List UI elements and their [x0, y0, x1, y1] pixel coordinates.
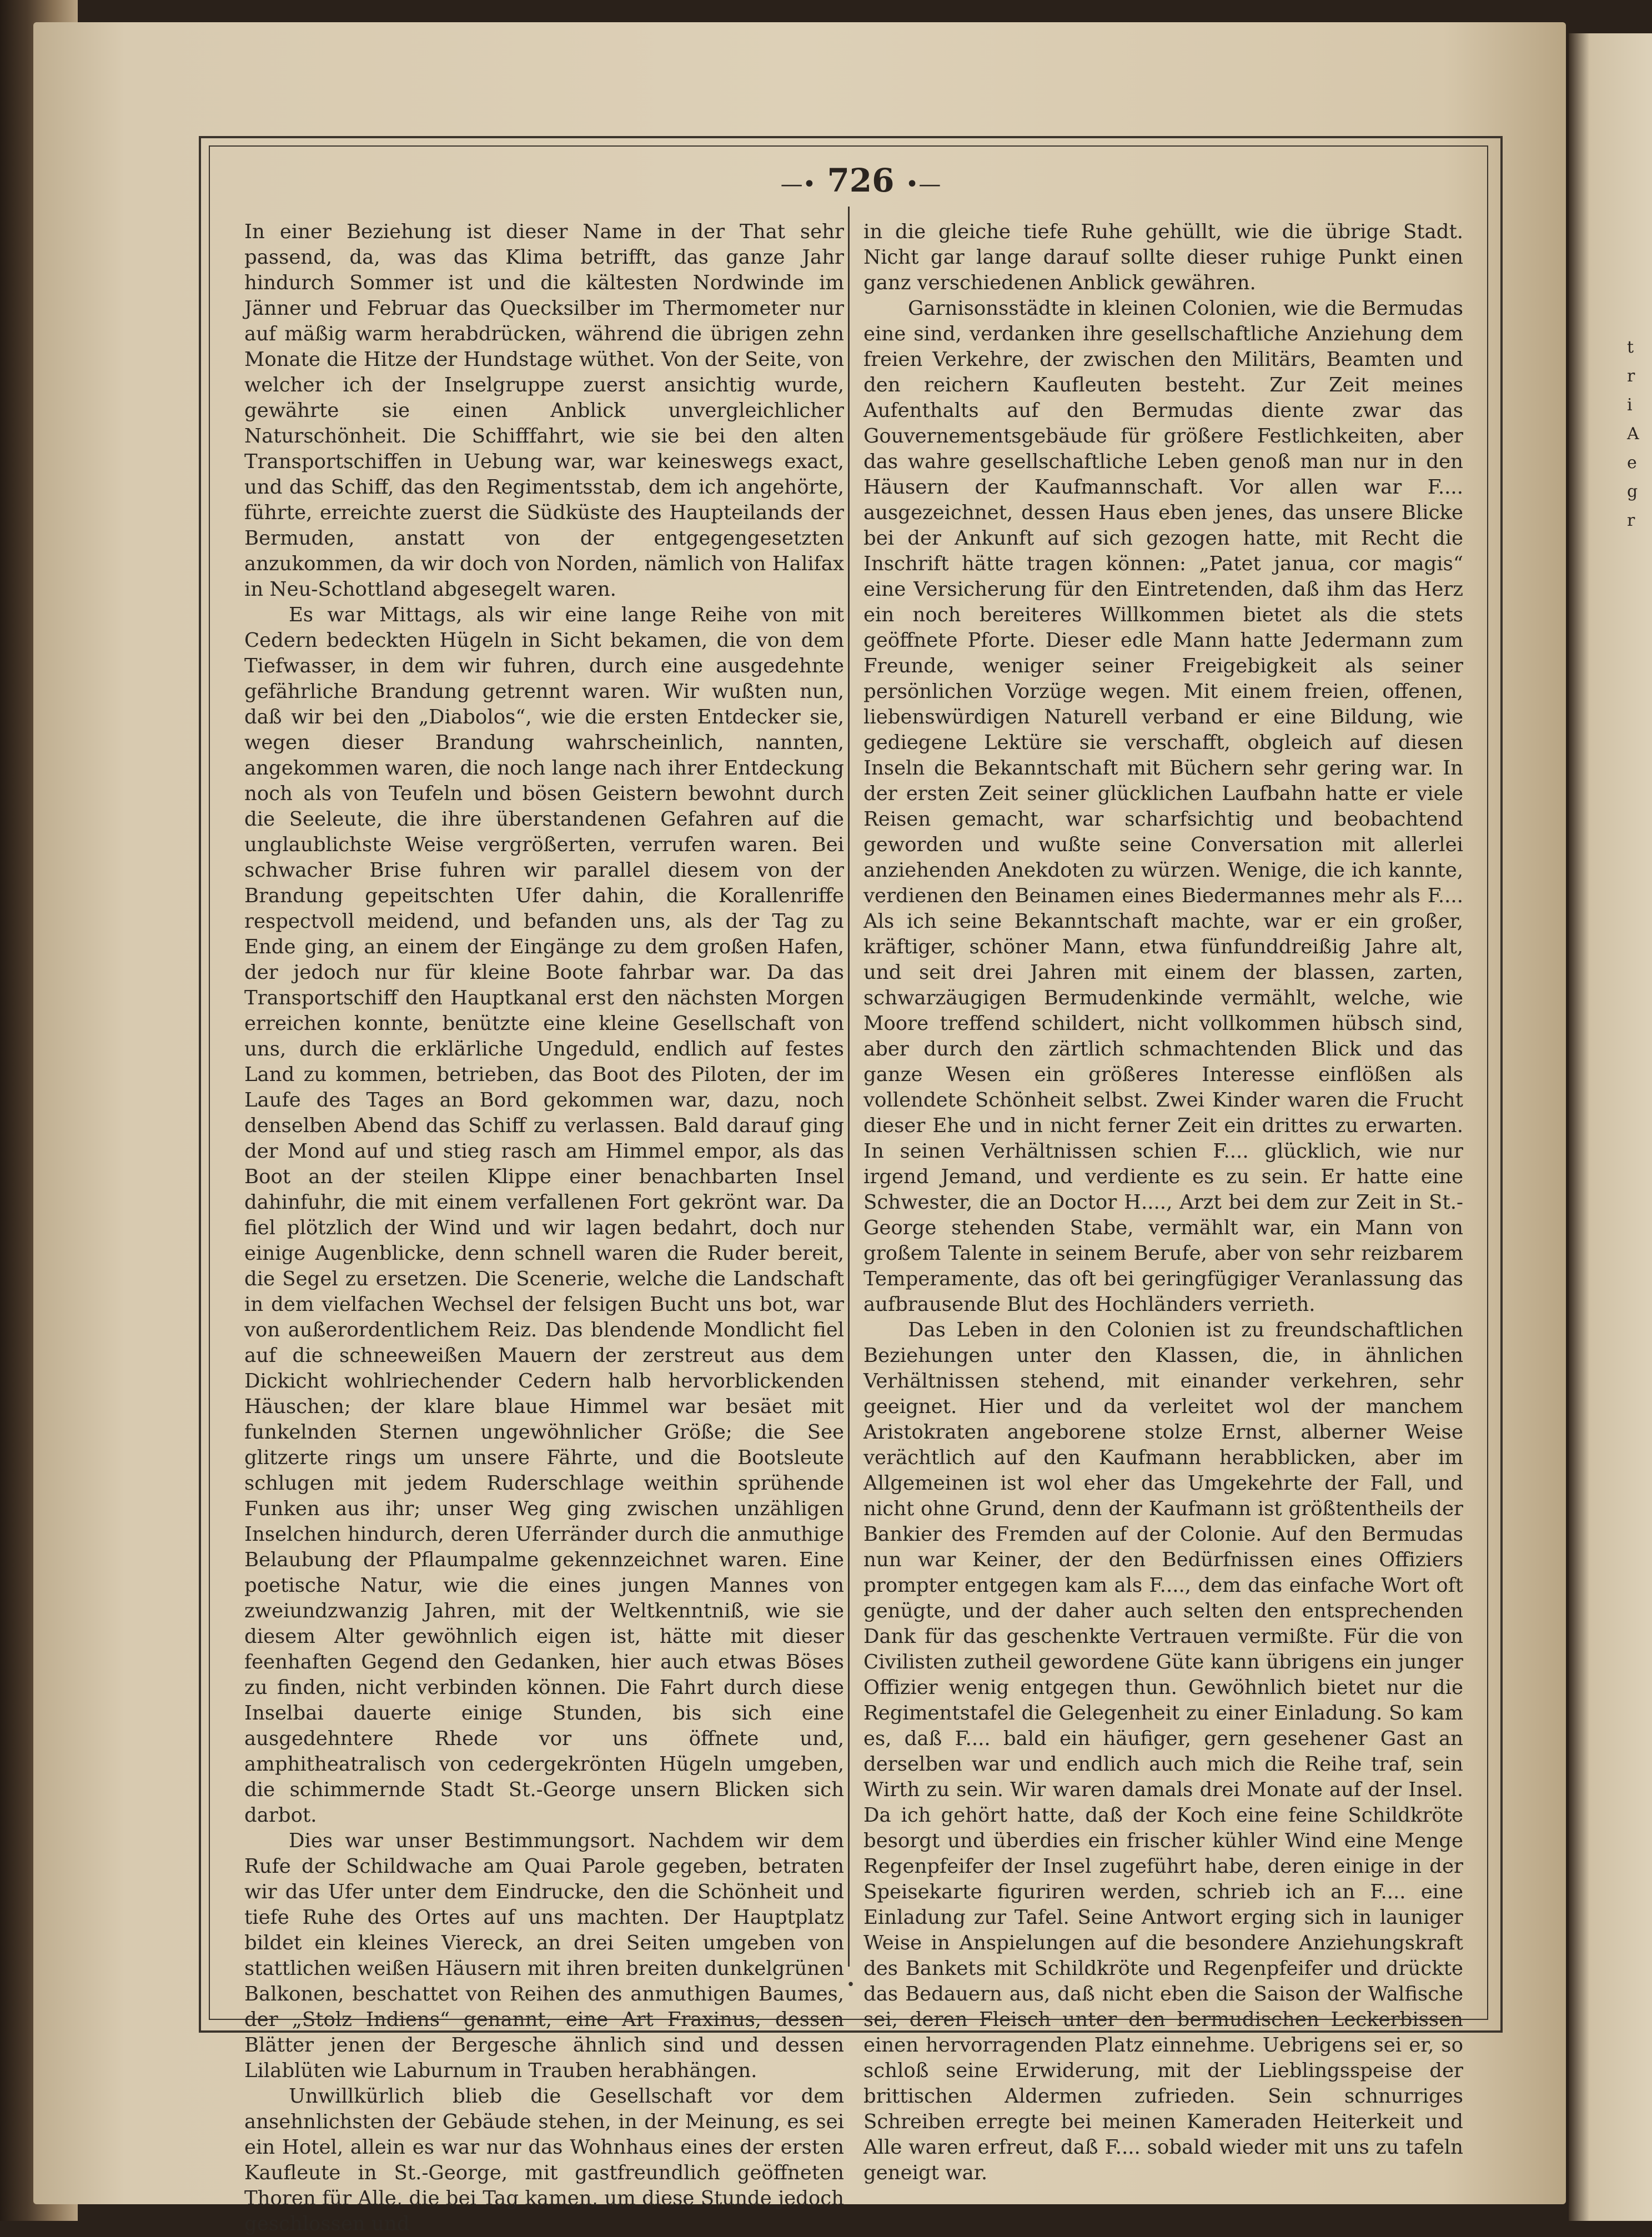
paragraph: In einer Beziehung ist dieser Name in der That sehr passend, da, was das Klima betrifft, das ganze Jahr hindurch Sommer ist und die kältesten Nordwinde im Jänner und Februar das Quecksilber im Thermometer nur auf mäßig warm herabdrücken, während die übrigen zehn Monate die Hitze der Hundstage wüthet. Von der Seite, von welcher ich der Inselgruppe zuerst ansichtig wurde, gewährte sie einen Anblick unvergleichlicher Naturschönheit. Die Schifffahrt, wie sie bei den alten Transportschiffen in Uebung war, war keineswegs exact, und das Schiff, das den Regimentsstab, dem ich angehörte, führte, erreichte zuerst die Südküste des Haupteilands der Bermuden, anstatt von der entgegengesetzten anzukommen, da wir doch von Norden, nämlich von Halifax in Neu-Schottland abgesegelt waren.	[244, 220, 844, 601]
right-column	[863, 219, 1463, 2184]
margin-letter: i	[1627, 395, 1633, 415]
margin-letter: A	[1627, 424, 1639, 444]
page-header	[722, 158, 1000, 203]
margin-letter: e	[1627, 453, 1637, 472]
margin-letter: r	[1627, 366, 1635, 386]
paragraph: in die gleiche tiefe Ruhe gehüllt, wie die übrige Stadt. Nicht gar lange darauf sollte dieser ruhige Punkt einen ganz verschiedenen Anblick gewähren.	[863, 220, 1463, 294]
margin-letter: r	[1627, 511, 1635, 530]
margin-letter: t	[1627, 338, 1634, 357]
left-column	[244, 219, 844, 2235]
next-page-fragment	[1627, 333, 1649, 535]
header-ornament-left: —•	[780, 172, 816, 197]
paragraph: Es war Mittags, als wir eine lange Reihe von mit Cedern bedeckten Hügeln in Sicht bekamen, die von dem Tiefwasser, in dem wir fuhren, durch eine ausgedehnte gefährliche Brandung getrennt waren. Wir wußten nun, daß wir bei den „Diabolos“, wie die ersten Entdecker sie, wegen dieser Brandung wahrscheinlich, nannten, angekommen waren, die noch lange nach ihrer Entdeckung noch als von Teufeln und bösen Geistern bewohnt durch die Seeleute, die ihre überstandenen Gefahren auf die unglaublichste Weise vergrößerten, verrufen waren. Bei schwacher Brise fuhren wir parallel diesem von der Brandung gepeitschten Ufer dahin, die Korallenriffe respectvoll meidend, und befanden uns, als der Tag zu Ende ging, an einem der Eingänge zu dem großen Hafen, der jedoch nur für kleine Boote fahrbar war. Da das Transportschiff den Hauptkanal erst den nächsten Morgen erreichen konnte, benützte eine kleine Gesellschaft von uns, durch die erklärliche Ungeduld, endlich auf festes Land zu kommen, betrieben, das Boot des Piloten, der im Laufe des Tages an Bord gekommen war, dazu, noch denselben Abend das Schiff zu verlassen. Bald darauf ging der Mond auf und stieg rasch am Himmel empor, als das Boot an der steilen Klippe einer benachbarten Insel dahinfuhr, die mit einem verfallenen Fort gekrönt war. Da fiel plötzlich der Wind und wir lagen bedahrt, doch nur einige Augenblicke, denn schnell waren die Ruder bereit, die Segel zu ersetzen. Die Scenerie, welche die Landschaft in dem vielfachen Wechsel der felsigen Bucht uns bot, war von außerordentlichem Reiz. Das blendende Mondlicht fiel auf die schneeweißen Mauern der zerstreut aus dem Dickicht wohlriechender Cedern halb hervorblickenden Häuschen; der klare blaue Himmel war besäet mit funkelnden Sternen ungewöhnlicher Größe; die See glitzerte rings um unsere Fährte, und die Bootsleute schlugen mit jedem Ruderschlage weithin sprühende Funken aus ihr; unser Weg ging zwischen unzähligen Inselchen hindurch, deren Uferränder durch die anmuthige Belaubung der Pflaumpalme gekennzeichnet waren. Eine poetische Natur, wie die eines jungen Mannes von zweiundzwanzig Jahren, mit der Weltkenntniß, wie sie diesem Alter gewöhnlich eigen ist, hätte mit dieser feenhaften Gegend den Gedanken, hier auch etwas Böses zu finden, nicht verbinden können. Die Fahrt durch diese Inselbai dauerte einige Stunden, bis sich eine ausgedehntere Rhede vor uns öffnete und, amphitheatralisch von cedergekrönten Hügeln umgeben, die schimmernde Stadt St.-George unsern Blicken sich darbot.	[244, 604, 844, 1827]
header-ornament-right: •—	[905, 172, 941, 197]
paragraph: Dies war unser Bestimmungsort. Nachdem wir dem Rufe der Schildwache am Quai Parole gegeben, betraten wir das Ufer unter dem Eindrucke, den die Schönheit und tiefe Ruhe des Ortes auf uns machten. Der Hauptplatz bildet ein kleines Viereck, an drei Seiten umgeben von stattlichen weißen Häusern mit ihren breiten dunkelgrünen Balkonen, beschattet von Reihen des anmuthigen Baumes, der „Stolz Indiens“ genannt, eine Art Fraxinus, dessen Blätter jenen der Bergesche ähnlich sind und dessen Lilablüten wie Laburnum in Trauben herabhängen.	[244, 1829, 844, 2082]
column-divider	[848, 207, 850, 1967]
bottom-ornament: •	[846, 1977, 855, 1993]
paragraph: Unwillkürlich blieb die Gesellschaft vor dem ansehnlichsten der Gebäude stehen, in der Meinung, es sei ein Hotel, allein es war nur das Wohnhaus eines der ersten Kaufleute in St.-George, mit gastfreundlich geöffneten Thoren für Alle, die bei Tag kamen, um diese Stunde jedoch geschlossen und	[244, 2085, 844, 2235]
margin-letter: g	[1627, 482, 1638, 501]
paragraph: Das Leben in den Colonien ist zu freundschaftlichen Beziehungen unter den Klassen, die, in ähnlichen Verhältnissen stehend, mit einander verkehren, sehr geeignet. Hier und da verleitet wol der manchem Aristokraten angeborene stolze Ernst, alberner Weise verächtlich auf den Kaufmann herabblicken, aber im Allgemeinen ist wol eher das Umgekehrte der Fall, und nicht ohne Grund, denn der Kaufmann ist größtentheils der Bankier des Fremden auf der Colonie. Auf den Bermudas nun war Keiner, der den Bedürfnissen eines Offiziers prompter entgegen kam als F...., dem das einfache Wort oft genügte, und der daher auch selten den entsprechenden Dank für das geschenkte Vertrauen vermißte. Für die von Civilisten zutheil gewordene Güte kann übrigens ein junger Offizier wenig entgegen thun. Gewöhnlich bietet nur die Regimentstafel die Gelegenheit zu einer Einladung. So kam es, daß F.... bald ein häufiger, gern gesehener Gast an derselben war und endlich auch mich die Reihe traf, sein Wirth zu sein. Wir waren damals drei Monate auf der Insel. Da ich gehört hatte, daß der Koch eine feine Schildkröte besorgt und überdies ein frischer kühler Wind eine Menge Regenpfeifer der Insel zugeführt habe, deren einige in der Speisekarte figuriren werden, schrieb ich an F.... eine Einladung zur Tafel. Seine Antwort erging sich in launiger Weise in Anspielungen auf die besondere Anziehungskraft des Bankets mit Schildkröte und Regenpfeifer und drückte das Bedauern aus, daß nicht eben die Saison der Walfische sei, deren Fleisch unter den bermudischen Leckerbissen einen hervorragenden Platz einnehme. Uebrigens sei er, so schloß seine Erwiderung, mit der Lieblingsspeise der brittischen Aldermen zufrieden. Sein schnurriges Schreiben erregte bei meinen Kameraden Heiterkeit und Alle waren erfreut, daß F.... sobald wieder mit uns zu tafeln geneigt war.	[863, 1319, 1463, 2184]
page-number: 726	[827, 162, 895, 199]
paragraph: Garnisonsstädte in kleinen Colonien, wie die Bermudas eine sind, verdanken ihre gesellschaftliche Anziehung dem freien Verkehre, der zwischen den Militärs, Beamten und den reichern Kaufleuten besteht. Zur Zeit meines Aufenthalts auf den Bermudas diente zwar das Gouvernementsgebäude für größere Festlichkeiten, aber das wahre gesellschaftliche Leben genoß man nur in den Häusern der Kaufmannschaft. Vor allen war F.... ausgezeichnet, dessen Haus eben jenes, das unsere Blicke bei der Ankunft auf sich gezogen hatte, mit Recht die Inschrift hätte tragen können: „Patet janua, cor magis“ eine Versicherung für den Eintretenden, daß ihm das Herz ein noch bereiteres Willkommen bietet als die stets geöffnete Pforte. Dieser edle Mann hatte Jedermann zum Freunde, weniger seiner Freigebigkeit als seiner persönlichen Vorzüge wegen. Mit einem freien, offenen, liebenswürdigen Naturell verband er eine Bildung, wie gediegene Lektüre sie verschafft, obgleich auf diesen Inseln die Bekanntschaft mit Büchern sehr gering war. In der ersten Zeit seiner glücklichen Laufbahn hatte er viele Reisen gemacht, war scharfsichtig und beobachtend geworden und wußte seine Conversation mit allerlei anziehenden Anekdoten zu würzen. Wenige, die ich kannte, verdienen den Beinamen eines Biedermannes mehr als F.... Als ich seine Bekanntschaft machte, war er ein großer, kräftiger, schöner Mann, etwa fünfunddreißig Jahre alt, und seit drei Jahren mit einem der blassen, zarten, schwarzäugigen Bermudenkinde vermählt, welche, wie Moore treffend schildert, nicht vollkommen hübsch sind, aber durch den zärtlich schmachtenden Blick und das ganze Wesen ein größeres Interesse einflößen als vollendete Schönheit selbst. Zwei Kinder waren die Frucht dieser Ehe und in nicht ferner Zeit ein drittes zu erwarten. In seinen Verhältnissen schien F.... glücklich, wie nur irgend Jemand, und verdiente es zu sein. Er hatte eine Schwester, die an Doctor H...., Arzt bei dem zur Zeit in St.-George stehenden Stabe, vermählt war, ein Mann von großem Talente in seinem Berufe, aber von sehr reizbarem Temperamente, das oft bei geringfügiger Veranlassung das aufbrausende Blut des Hochländers verrieth.	[863, 297, 1463, 1316]
